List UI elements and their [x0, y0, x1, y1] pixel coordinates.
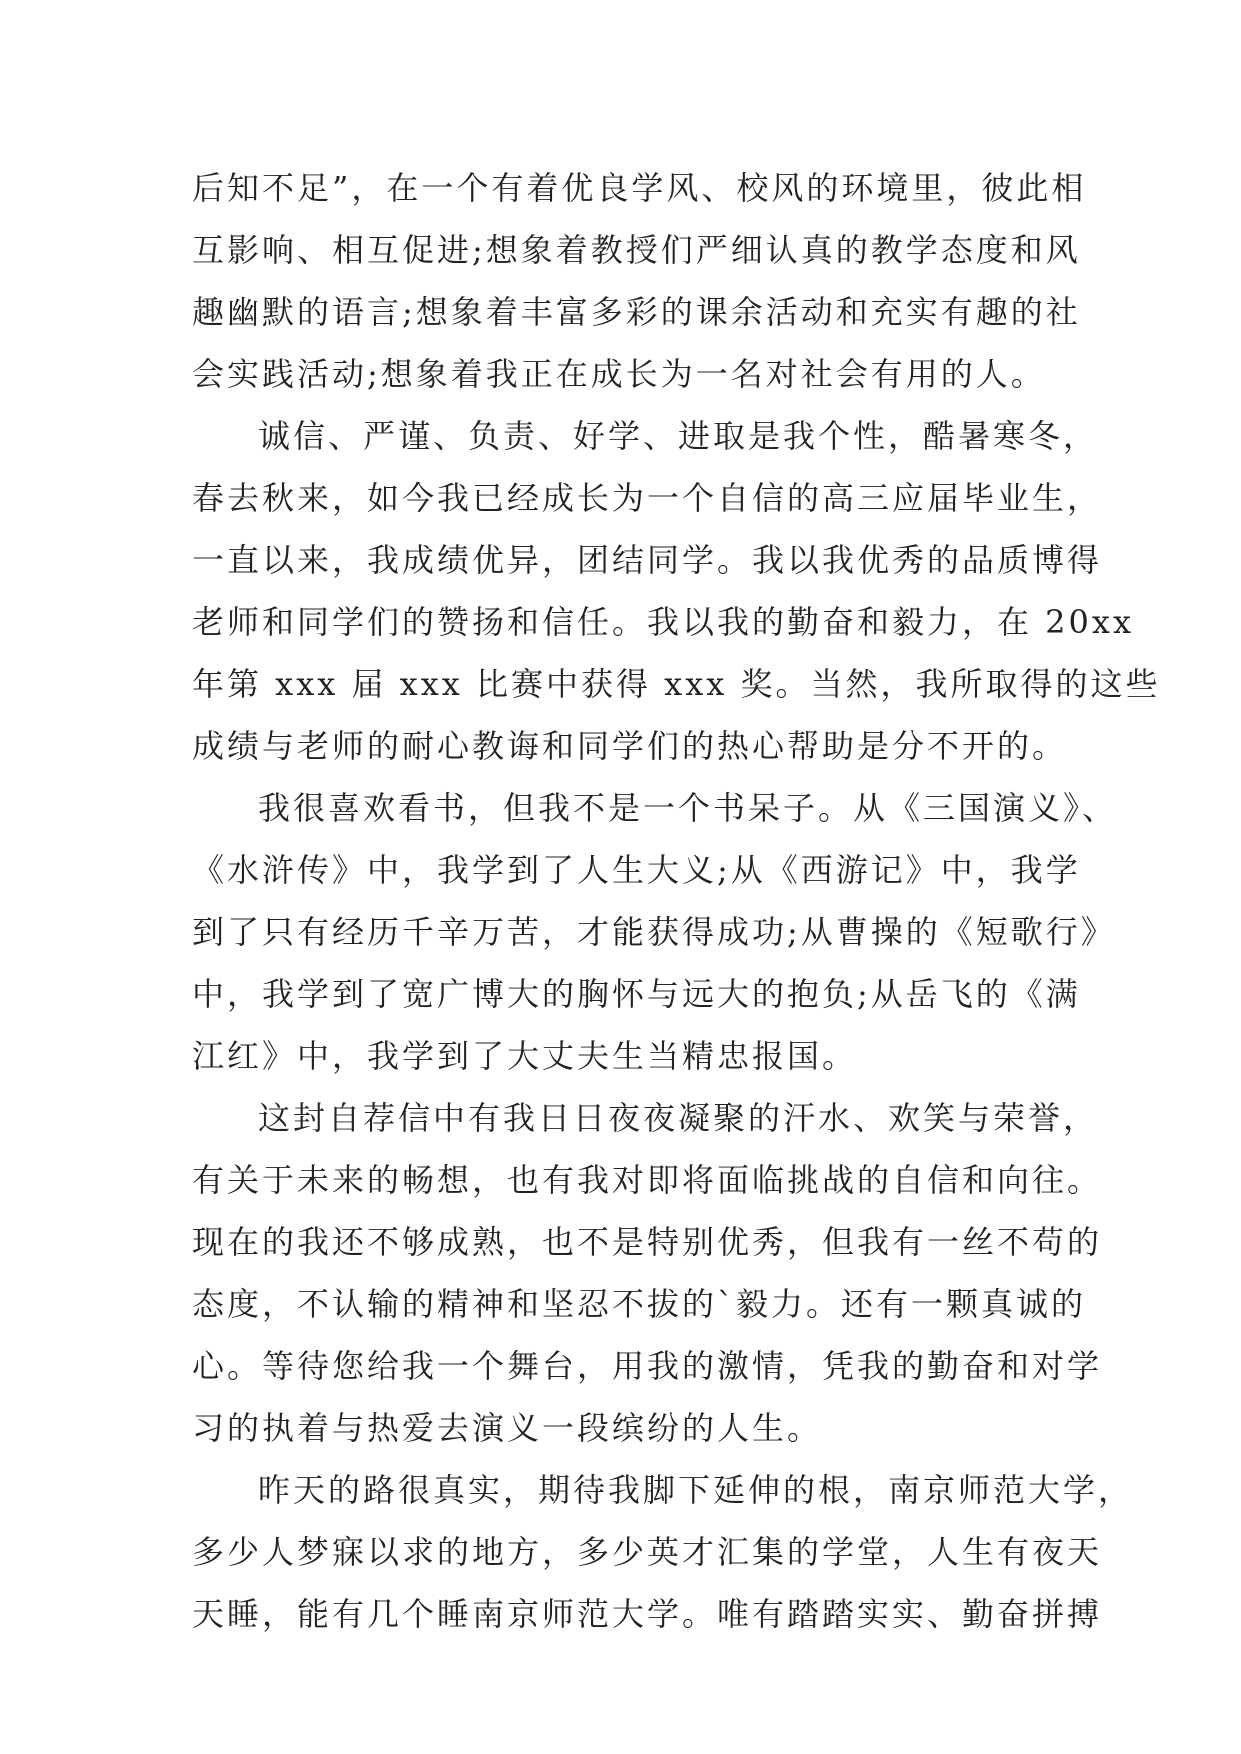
text-line: 后知不足”，在一个有着优良学风、校风的环境里，彼此相 — [192, 169, 1087, 207]
text-line: 会实践活动;想象着我正在成长为一名对社会有用的人。 — [192, 355, 1046, 393]
text-line: 趣幽默的语言;想象着丰富多彩的课余活动和充实有趣的社 — [192, 293, 1081, 331]
paragraph-first-line: 这封自荐信中有我日日夜夜凝聚的汗水、欢笑与荣誉， — [258, 1099, 1099, 1137]
text-line: 有关于未来的畅想，也有我对即将面临挑战的自信和向往。 — [192, 1161, 1103, 1199]
text-line: 多少人梦寐以求的地方，多少英才汇集的学堂，人生有夜天 — [192, 1533, 1103, 1571]
text-line: 互影响、相互促进;想象着教授们严细认真的教学态度和风 — [192, 231, 1081, 269]
text-line: 春去秋来，如今我已经成长为一个自信的高三应届毕业生， — [192, 479, 1103, 517]
text-line: 老师和同学们的赞扬和信任。我以我的勤奋和毅力，在 20xx — [192, 603, 1134, 641]
paragraph-first-line: 昨天的路很真实，期待我脚下延伸的根，南京师范大学， — [258, 1471, 1134, 1509]
text-line: 到了只有经历千辛万苦，才能获得成功;从曹操的《短歌行》 — [192, 913, 1116, 951]
text-line: 中，我学到了宽广博大的胸怀与远大的抱负;从岳飞的《满 — [192, 975, 1081, 1013]
text-line: 心。等待您给我一个舞台，用我的激情，凭我的勤奋和对学 — [192, 1347, 1103, 1385]
text-line: 成绩与老师的耐心教诲和同学们的热心帮助是分不开的。 — [192, 727, 1068, 765]
paragraph-first-line: 我很喜欢看书，但我不是一个书呆子。从《三国演义》、 — [258, 789, 1118, 827]
text-line: 天睡，能有几个睡南京师范大学。唯有踏踏实实、勤奋拼搏 — [192, 1595, 1103, 1633]
text-line: 年第 xxx 届 xxx 比赛中获得 xxx 奖。当然，我所取得的这些 — [192, 665, 1161, 703]
text-line: 态度，不认输的精神和坚忍不拔的`毅力。还有一颗真诚的 — [192, 1285, 1087, 1323]
paragraph-first-line: 诚信、严谨、负责、好学、进取是我个性，酷暑寒冬， — [258, 417, 1099, 455]
text-line: 江红》中，我学到了大丈夫生当精忠报国。 — [192, 1037, 858, 1075]
text-line: 《水浒传》中，我学到了人生大义;从《西游记》中，我学 — [192, 851, 1081, 889]
text-line: 习的执着与热爱去演义一段缤纷的人生。 — [192, 1409, 823, 1447]
text-line: 一直以来，我成绩优异，团结同学。我以我优秀的品质博得 — [192, 541, 1103, 579]
text-line: 现在的我还不够成熟，也不是特别优秀，但我有一丝不苟的 — [192, 1223, 1103, 1261]
